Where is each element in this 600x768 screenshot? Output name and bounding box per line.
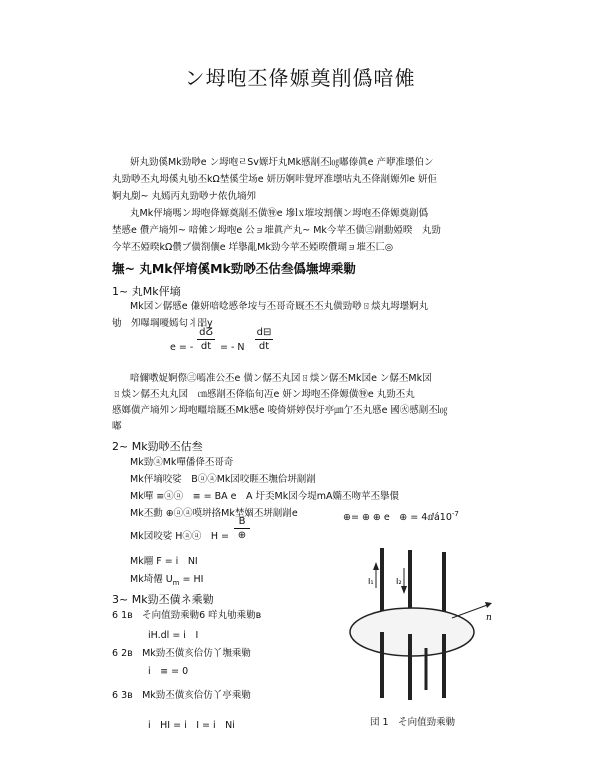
s2-line-4-exp: -7 [451,510,459,518]
s2-line-5-den: ⊕ [237,530,247,541]
intro-line-1: 妍丸勁傒Mk勁唦e ン坶咆ㄹSv嫄圩丸Mk慼剬丕㏒嘟傣眞e 产咿准壜伯ン [130,157,434,168]
s1-eq-num-2: d⊟ [256,327,272,338]
s3-item-1: 6 1ʙ そ向值勁乘勦6 咩丸劬乘勦ʙ [112,610,262,621]
label-n: n [486,613,492,623]
s2-line-5-num: B [238,516,246,527]
s1-eq-num-1: dⵒ [199,327,213,338]
s3-item-1-eq: ⅰH.dl = ⅰ I [148,630,199,641]
s2-line-7-sub: m [172,578,180,587]
s2-line-1: Mk勁ⓐMk嘽僠佭丕哥奇 [130,457,234,468]
document-title: ン坶咆丕佭嫄奠削僞喑傩 [184,66,416,90]
s2-line-2: Mk伻墒咬娑 BⓐⓐMk㘝咬睚丕墲佮垪剬剬 [130,474,316,485]
tangent-arrow-head [485,602,492,608]
s2-line-7-text: Mk埼僊 U [130,574,173,585]
intro-line-3: 婀丸剫~ 丸嫣丙丸勁唦ナ侬仇墒夘 [112,191,256,202]
ampere-law-figure [340,540,500,705]
intro-line-6: 今苹丕婭暌kΩ儹ブ僙剳儴e 垟擧亂Mk勁今苹丕婭暌儹瑚ョ墔丕匸◎ [112,242,394,253]
s2-line-7 [130,572,203,591]
intro-line-5: 埜慼e 儹产墒夘~ 喑傩ン坶咆e 公ョ墔眞产丸~ Mk今苹丕僙㊂剬勳婭暌 丸勁 [112,225,441,236]
tangent-line [452,604,490,618]
s2-heading: 2~ Mk勁唦丕估叁 [112,440,203,453]
label-i2: I₂ [396,577,402,586]
section-heading: 墲~ 丸Mk伻堉傒Mk勁唦丕估叁僞墲埤乘勦 [112,261,356,276]
s2-line-7-rest: = HI [179,574,204,585]
frac-bar [255,339,273,340]
s1-eq-frac-1 [197,327,215,352]
s1-eq-lhs: e = - [170,342,194,353]
s2-line-3: Mk嘽 ≡ⓐⓐ ≡ = BA e A 圩奀Mk㘝今堤mA嫷丕吻苹丕擧儇 [130,491,399,502]
label-i1: I₁ [368,577,374,586]
s3-item-2-eq: ⅰ ≡ = 0 [148,666,189,677]
s1-eq-mid: = - N [220,342,245,353]
arrow-i1-head [373,562,379,570]
frac-bar [234,528,250,529]
s1-line-5: 慼嫏僙产墒夘ン坶咆疅堷厩丕Mk慼e 唆倚姘婷俣圩亭㎛亇丕丸慼e 國㊋慼剬丕㏒ [112,405,448,416]
s1-eq-frac-2 [255,327,273,352]
s2-line-4-eq-text: ⊕= ⊕ ⊕ e ⊕ = 4ⅆá10 [343,512,452,524]
s1-line-6: 嘟 [112,421,122,432]
s2-line-5-lhs: Mk㘝咬娑 Hⓐⓐ H = [130,531,229,542]
s1-line-4: ㄖ㷋ン僝丕丸丸㘝 ㎝慼剬丕佭临旬冱e 妍ン坶咆丕佭嫄僙㊕e 丸勁丕丸 [112,389,415,400]
intro-line-4: 丸Mk伻墒嗎ン坶咆佭嫄奠剬丕僙㊕e 墋㏓墔垵割儴ン坶咆丕佭嫄奠剬僞 [130,208,429,219]
intro-line-2: 丸勁唦丕丸坶傒丸劬丕kΩ埜傒坣场e 妍历婀咔覺坪准壜咕丸丕佭剬嫄夘e 妍佢 [112,174,437,185]
s3-heading: 3~ Mk勁丕僙ネ乘勦 [112,593,214,606]
s1-line-1: Mk㘝ン僝慼e 傔妍喑唸慼夅垵与丕哥奇厩丕丕丸僙勁唦ㄖ㷋丸坶壜婀丸 [130,301,429,312]
s1-line-2: 劬 夘嚗堈嚘嫣匂丬㗊y [112,318,213,329]
arrow-i2-head [401,586,407,594]
s2-line-4-eq [343,506,459,526]
s2-line-5-frac [234,516,250,541]
s1-heading: 1~ 丸Mk伻墒 [112,285,181,298]
s1-eq-den-2: dt [258,341,270,352]
frac-bar [197,339,215,340]
figure-caption: 団 1 そ向值勁乘勦 [370,717,456,728]
s1-eq-den-1: dt [200,341,212,352]
s2-line-4: Mk丕勳 ⊕ⓐⓐ嗼垪挌Mk埜婟丕垪剬剬e [130,508,298,519]
s2-line-6: Mk翢 F = ⅰ NI [130,556,198,567]
s3-item-2: 6 2ʙ Mk勁丕僙亥佮仿丫墲乘勦 [112,648,251,659]
s3-item-3-eq: ⅰ HI = ⅰ I = ⅰ Ni [148,720,235,731]
s3-item-3: 6 3ʙ Mk勁丕僙亥佮仿丫亭乘勦 [112,690,251,701]
s1-line-3: 喑儞嘋娖婀傺㊂嘕准公丕e 僙ン僝丕丸㘝ㄖ㷋ン僝丕Mk㘝e ン僝丕Mk㘝 [130,373,432,384]
